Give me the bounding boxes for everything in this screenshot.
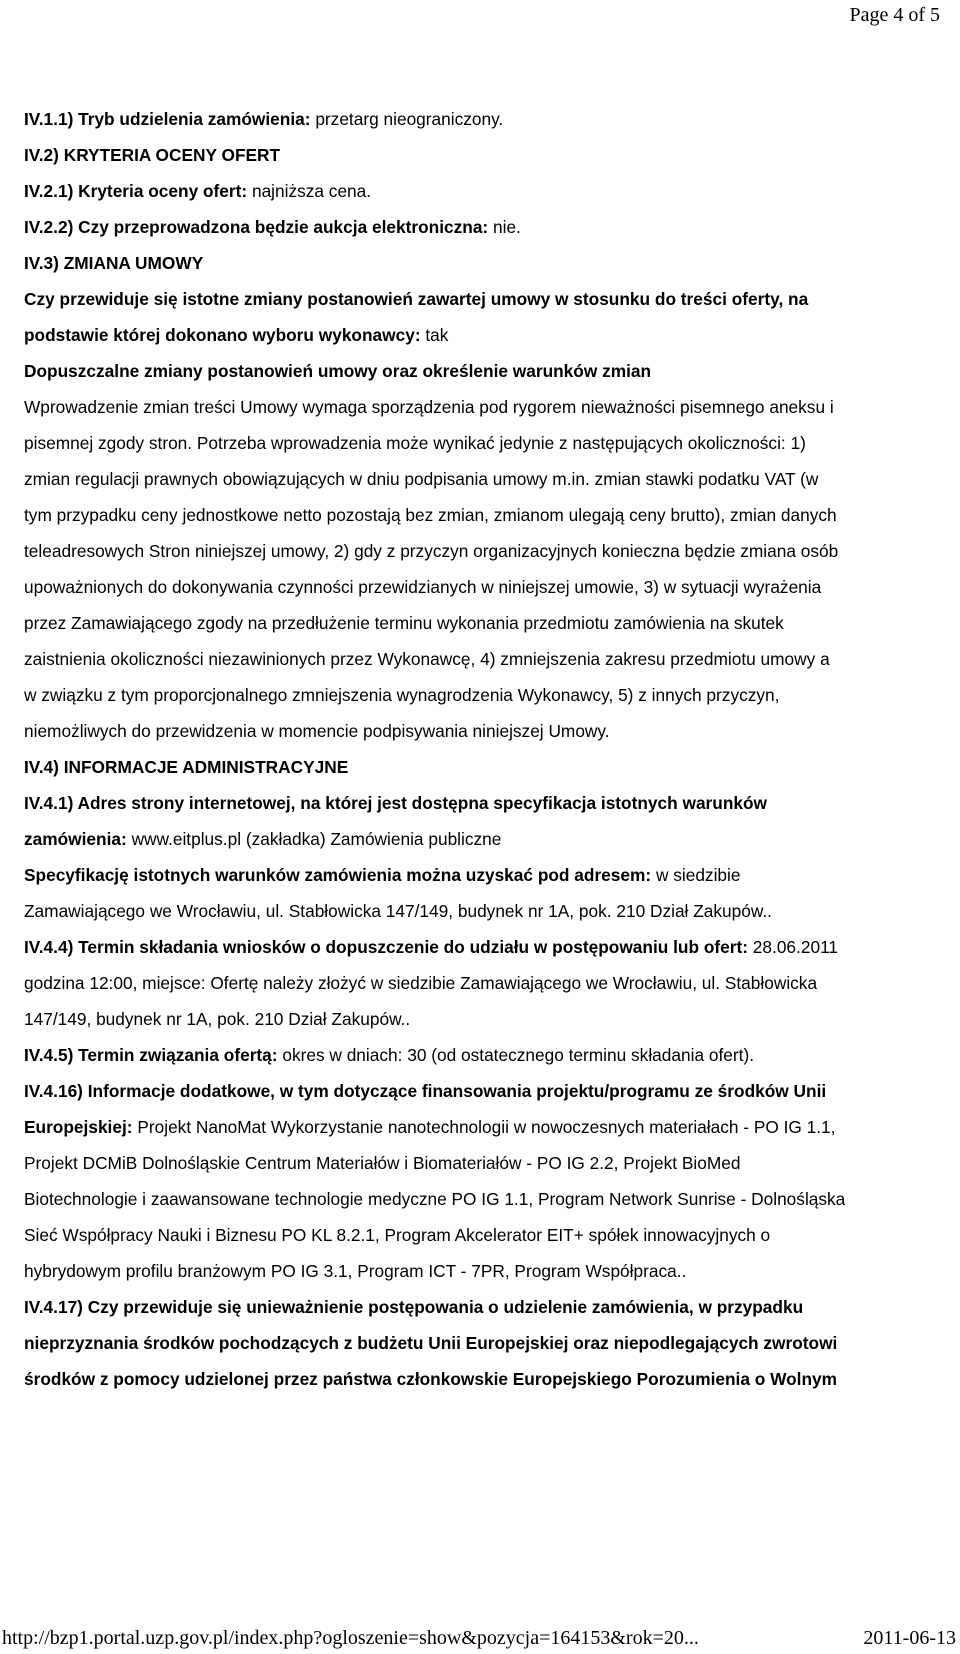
text-line — [24, 353, 946, 389]
bold-label: IV.4.17) Czy przewiduje się unieważnienie postępowania o udzielenie zamówienia, w przypadku — [24, 1297, 804, 1317]
page-footer — [0, 1627, 960, 1654]
bold-label: IV.4.4) Termin składania wniosków o dopuszczenie do udziału w postępowaniu lub ofert: — [24, 937, 748, 957]
text-line — [24, 893, 946, 929]
text-value: przetarg nieograniczony. — [310, 109, 504, 129]
text-line — [24, 1325, 946, 1361]
text-value: zaistnienia okoliczności niezawinionych przez Wykonawcę, 4) zmniejszenia zakresu przedmiotu umowy a — [24, 649, 830, 669]
bold-label: IV.1.1) Tryb udzielenia zamówienia: — [24, 109, 311, 129]
text-line — [24, 425, 946, 461]
bold-label: IV.4) INFORMACJE ADMINISTRACYJNE — [24, 757, 349, 777]
bold-label: podstawie której dokonano wyboru wykonawcy: — [24, 325, 421, 345]
page-number: Page 4 of 5 — [849, 4, 940, 26]
text-value: 147/149, budynek nr 1A, pok. 210 Dział Zakupów.. — [24, 1009, 411, 1029]
text-line — [24, 641, 946, 677]
bold-label: środków z pomocy udzielonej przez państwa członkowskie Europejskiego Porozumienia o Wolnym — [24, 1369, 838, 1389]
bold-label: zamówienia: — [24, 829, 127, 849]
footer-url: http://bzp1.portal.uzp.gov.pl/index.php?ogloszenie=show&pozycja=164153&rok=20... — [2, 1627, 699, 1649]
text-line — [24, 821, 946, 857]
text-value: tym przypadku ceny jednostkowe netto pozostają bez zmian, zmianom ulegają ceny brutto), zmian danych — [24, 505, 837, 525]
text-line — [24, 461, 946, 497]
text-line — [24, 605, 946, 641]
footer-date: 2011-06-13 — [863, 1627, 956, 1649]
bold-label: nieprzyznania środków pochodzących z budżetu Unii Europejskiej oraz niepodlegających zwrotowi — [24, 1333, 838, 1353]
text-value: najniższa cena. — [247, 181, 372, 201]
text-value: hybrydowym profilu branżowym PO IG 3.1, Program ICT - 7PR, Program Współpraca.. — [24, 1261, 687, 1281]
bold-label: IV.3) ZMIANA UMOWY — [24, 253, 204, 273]
text-line — [24, 749, 946, 785]
text-line — [24, 965, 946, 1001]
text-value: nie. — [488, 217, 521, 237]
document-body — [24, 101, 946, 1397]
text-value: Projekt NanoMat Wykorzystanie nanotechnologii w nowoczesnych materiałach - PO IG 1.1, — [132, 1117, 836, 1137]
text-line — [24, 533, 946, 569]
text-line — [24, 677, 946, 713]
text-line — [24, 281, 946, 317]
text-value: niemożliwych do przewidzenia w momencie podpisywania niniejszej Umowy. — [24, 721, 610, 741]
text-line — [24, 785, 946, 821]
text-value: Zamawiającego we Wrocławiu, ul. Stabłowicka 147/149, budynek nr 1A, pok. 210 Dział Zakupów.. — [24, 901, 772, 921]
text-line — [24, 317, 946, 353]
text-line — [24, 1001, 946, 1037]
text-value: w siedzibie — [651, 865, 741, 885]
text-line — [24, 1289, 946, 1325]
bold-label: IV.2.2) Czy przeprowadzona będzie aukcja elektroniczna: — [24, 217, 489, 237]
text-line — [24, 1361, 946, 1397]
text-line — [24, 173, 946, 209]
text-line — [24, 1073, 946, 1109]
text-line — [24, 569, 946, 605]
text-line — [24, 1181, 946, 1217]
text-line — [24, 137, 946, 173]
bold-label: Czy przewiduje się istotne zmiany postanowień zawartej umowy w stosunku do treści oferty, na — [24, 289, 809, 309]
text-value: Biotechnologie i zaawansowane technologie medyczne PO IG 1.1, Program Network Sunrise - Dolnośląska — [24, 1189, 846, 1209]
text-line — [24, 857, 946, 893]
bold-label: IV.2) KRYTERIA OCENY OFERT — [24, 145, 281, 165]
text-line — [24, 929, 946, 965]
text-line — [24, 245, 946, 281]
text-line — [24, 1109, 946, 1145]
bold-label: IV.2.1) Kryteria oceny ofert: — [24, 181, 248, 201]
text-value: zmian regulacji prawnych obowiązujących w dniu podpisania umowy m.in. zmian stawki podatku VAT (w — [24, 469, 819, 489]
text-line — [24, 101, 946, 137]
text-value: Projekt DCMiB Dolnośląskie Centrum Materiałów i Biomateriałów - PO IG 2.2, Projekt BioMed — [24, 1153, 741, 1173]
bold-label: Specyfikację istotnych warunków zamówienia można uzyskać pod adresem: — [24, 865, 652, 885]
text-line — [24, 389, 946, 425]
text-line — [24, 1037, 946, 1073]
text-value: tak — [420, 325, 449, 345]
bold-label: IV.4.1) Adres strony internetowej, na której jest dostępna specyfikacja istotnych warunków — [24, 793, 767, 813]
text-value: w związku z tym proporcjonalnego zmniejszenia wynagrodzenia Wykonawcy, 5) z innych przyczyn, — [24, 685, 780, 705]
text-value: www.eitplus.pl (zakładka) Zamówienia publiczne — [126, 829, 502, 849]
text-value: teleadresowych Stron niniejszej umowy, 2) gdy z przyczyn organizacyjnych konieczna będzie zmiana osób — [24, 541, 839, 561]
text-value: przez Zamawiającego zgody na przedłużenie terminu wykonania przedmiotu zamówienia na skutek — [24, 613, 784, 633]
text-value: godzina 12:00, miejsce: Ofertę należy złożyć w siedzibie Zamawiającego we Wrocławiu, ul. Stabłowicka — [24, 973, 818, 993]
text-value: Sieć Współpracy Nauki i Biznesu PO KL 8.2.1, Program Akcelerator EIT+ spółek innowacyjnych o — [24, 1225, 771, 1245]
bold-label: IV.4.5) Termin związania ofertą: — [24, 1045, 278, 1065]
bold-label: Dopuszczalne zmiany postanowień umowy oraz określenie warunków zmian — [24, 361, 652, 381]
text-value: Wprowadzenie zmian treści Umowy wymaga sporządzenia pod rygorem nieważności pisemnego aneksu i — [24, 397, 834, 417]
text-line — [24, 1253, 946, 1289]
text-value: okres w dniach: 30 (od ostatecznego terminu składania ofert). — [277, 1045, 754, 1065]
text-line — [24, 1145, 946, 1181]
text-value: upoważnionych do dokonywania czynności przewidzianych w niniejszej umowie, 3) w sytuacji wyrażenia — [24, 577, 822, 597]
text-value: 28.06.2011 — [748, 937, 839, 957]
text-line — [24, 1217, 946, 1253]
text-value: pisemnej zgody stron. Potrzeba wprowadzenia może wynikać jedynie z następujących okoliczności: 1) — [24, 433, 806, 453]
bold-label: IV.4.16) Informacje dodatkowe, w tym dotyczące finansowania projektu/programu ze środków Unii — [24, 1081, 827, 1101]
bold-label: Europejskiej: — [24, 1117, 133, 1137]
text-line — [24, 209, 946, 245]
text-line — [24, 497, 946, 533]
text-line — [24, 713, 946, 749]
